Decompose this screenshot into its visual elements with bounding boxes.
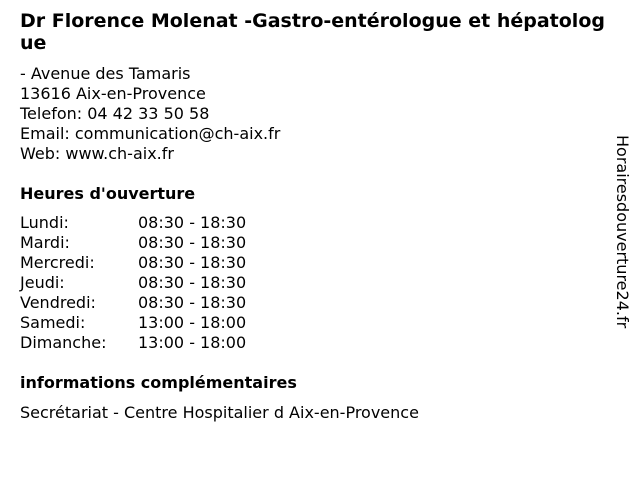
hours-heading: Heures d'ouverture xyxy=(20,184,196,203)
hours-day: Dimanche: xyxy=(20,333,107,352)
hours-row xyxy=(20,213,600,233)
hours-day: Vendredi: xyxy=(20,293,96,312)
hours-time: 08:30 - 18:30 xyxy=(138,273,247,292)
brand-watermark: Horairesdouverture24.fr xyxy=(613,135,632,329)
city-line: 13616 Aix-en-Provence xyxy=(20,84,206,103)
hours-time: 08:30 - 18:30 xyxy=(138,293,247,312)
hours-row xyxy=(20,273,600,293)
hours-row xyxy=(20,293,600,313)
hours-day: Mardi: xyxy=(20,233,70,252)
hours-row xyxy=(20,253,600,273)
hours-time: 08:30 - 18:30 xyxy=(138,233,247,252)
hours-time: 08:30 - 18:30 xyxy=(138,253,247,272)
hours-row xyxy=(20,233,600,253)
listing-card xyxy=(20,10,605,423)
hours-day: Lundi: xyxy=(20,213,69,232)
page-title: Dr Florence Molenat -Gastro-entérologue et hépatologue xyxy=(20,10,605,54)
address-block xyxy=(20,64,600,164)
hours-day: Jeudi: xyxy=(20,273,65,292)
hours-row xyxy=(20,333,600,353)
web-line: Web: www.ch-aix.fr xyxy=(20,144,174,163)
hours-day: Samedi: xyxy=(20,313,86,332)
phone-line: Telefon: 04 42 33 50 58 xyxy=(20,104,210,123)
hours-time: 13:00 - 18:00 xyxy=(138,333,247,352)
hours-table xyxy=(20,213,600,353)
info-text: Secrétariat - Centre Hospitalier d Aix-en-Provence xyxy=(20,403,419,422)
street-line: - Avenue des Tamaris xyxy=(20,64,191,83)
hours-time: 08:30 - 18:30 xyxy=(138,213,247,232)
hours-time: 13:00 - 18:00 xyxy=(138,313,247,332)
info-heading: informations complémentaires xyxy=(20,373,297,392)
hours-day: Mercredi: xyxy=(20,253,95,272)
hours-row xyxy=(20,313,600,333)
email-line: Email: communication@ch-aix.fr xyxy=(20,124,281,143)
